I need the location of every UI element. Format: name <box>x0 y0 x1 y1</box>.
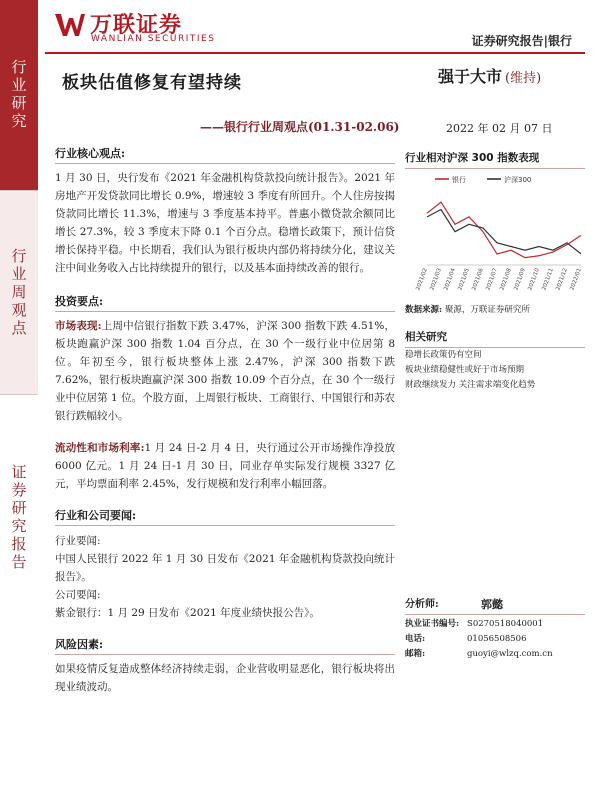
chart-title: 行业相对沪深 300 指数表现 <box>405 150 585 169</box>
analyst-license-value: S0270518040001 <box>467 619 544 629</box>
x-tick-label: 2021/09 <box>513 267 527 292</box>
news-heading: 行业和公司要闻: <box>55 507 395 526</box>
risk-heading: 风险因素: <box>55 636 395 655</box>
chart-source-text: 聚源，万联证券研究所 <box>444 305 530 315</box>
series-line <box>427 202 581 258</box>
x-tick-label: 2021/10 <box>527 267 541 292</box>
report-date: 2022 年 02 月 07 日 <box>446 122 553 135</box>
x-tick-label: 2021/08 <box>499 267 513 292</box>
side-column <box>405 150 585 393</box>
company-news-text: 紫金银行：1 月 29 日发布《2021 年度业绩快报公告》。 <box>55 607 320 619</box>
x-tick-label: 2021/02 <box>415 267 429 292</box>
market-label: 市场表现: <box>55 320 102 332</box>
x-tick-label: 2021/03 <box>429 267 443 292</box>
analyst-name-row <box>405 597 585 615</box>
analyst-label: 分析师: <box>405 599 439 610</box>
company-name: 万联证券 <box>90 13 183 38</box>
x-tick-label: 2021/12 <box>555 267 569 292</box>
wanlian-logo-icon <box>55 12 85 38</box>
core-view-heading: 行业核心观点: <box>55 145 395 164</box>
relative-performance-chart <box>405 169 585 299</box>
legend-label: 银行 <box>452 176 466 184</box>
related-research-item[interactable]: 财政继续发力 关注需求端变化趋势 <box>405 380 536 390</box>
legend-label: 沪深300 <box>504 176 532 184</box>
chart-svg <box>405 169 585 299</box>
analyst-info <box>405 597 585 662</box>
core-view-text: 1 月 30 日，央行发布《2021 年金融机构贷款投向统计报告》。2021 年房地产开发贷款同比增长 0.9%，增速较 3 季度有所回升。个人住房按揭贷款同比增长 11.3%，增速与 3 季度基本持平。普惠小微贷款余额同比增长 27.3%，较 3 季度末下降 0.1 个百分点。稳增长政策下，预计信贷增长保持平稳。中长期看，我们认为银行板块内部仍将持续分化，建议关注中间业务收入占比持续提升的银行，以及基本面持续改善的银行。 <box>55 172 395 274</box>
related-research-list <box>405 348 585 393</box>
industry-news-label: 行业要闻: <box>55 535 101 547</box>
report-title: 板块估值修复有望持续 <box>62 73 242 93</box>
side-bar <box>0 0 38 800</box>
market-text: 上周中信银行指数下跌 3.47%，沪深 300 指数下跌 4.51%，板块跑赢沪深 300 指数 1.04 百分点，在 30 个一级行业中位居第 8 位。年初至今，银行板块整体上涨 2.47%，沪深 300 指数下跌 7.62%，银行板块跑赢沪深 300 指数 10.09 个百分点，在 30 个一级行业中位居第 1 位。个股方面，上周银行板块、工商银行、中国银行和苏农银行跌幅较小。 <box>55 320 395 422</box>
analyst-phone-row <box>405 632 585 647</box>
x-tick-label: 2021/05 <box>457 267 471 292</box>
chart-source-label: 数据来源: <box>405 305 443 315</box>
chart-source <box>405 303 585 315</box>
side-tab-label: 行业研究 <box>9 59 28 131</box>
liquidity-label: 流动性和市场利率: <box>55 442 145 454</box>
analyst-name: 郭懿 <box>481 598 503 611</box>
rating-label: 强于大市 <box>438 67 503 86</box>
market-paragraph <box>55 317 395 425</box>
report-type: 证券研究报告|银行 <box>471 34 572 48</box>
liquidity-paragraph <box>55 439 395 493</box>
company-name-en: WANLIAN SECURITIES <box>91 34 216 44</box>
industry-news-text: 中国人民银行 2022 年 1 月 30 日发布《2021 年金融机构贷款投向统计报告》。 <box>55 553 395 583</box>
related-research-item[interactable]: 板块业绩稳健性或好于市场预期 <box>405 365 525 375</box>
rating <box>438 64 541 87</box>
x-tick-label: 2021/07 <box>485 267 499 292</box>
analyst-license-label: 执业证书编号: <box>405 619 460 629</box>
liquidity-text: 1 月 24 日-2 月 4 日，央行通过公开市场操作净投放 6000 亿元。1 月 24 日-1 月 30 日，同业存单实际发行规模 3327 亿元，平均票面利率 2.45%，发行规模和发行利率小幅回落。 <box>55 442 395 490</box>
rating-note: (维持) <box>505 71 542 86</box>
x-tick-label: 2021/06 <box>471 267 485 292</box>
analyst-phone-label: 电话: <box>405 634 426 644</box>
analyst-phone-value: 01056508506 <box>467 634 527 644</box>
related-research-heading: 相关研究 <box>405 329 585 348</box>
side-tab-weekly-view <box>0 190 38 395</box>
side-tab-label: 行业周观点 <box>9 247 28 338</box>
analyst-email-value[interactable]: guoyi@wlzq.com.cn <box>467 649 553 659</box>
x-tick-label: 2021/04 <box>443 267 457 292</box>
header-divider <box>45 52 585 54</box>
risk-text: 如果疫情反复造成整体经济持续走弱，企业营收明显恶化，银行板块将出现业绩波动。 <box>55 663 395 693</box>
company-news-label: 公司要闻: <box>55 589 101 601</box>
report-header <box>0 0 600 52</box>
x-tick-label: 2022/01 <box>569 267 583 292</box>
analyst-email-row <box>405 647 585 662</box>
report-subtitle: ——银行行业周观点(01.31-02.06) <box>200 120 400 134</box>
main-content <box>55 145 395 696</box>
side-tab-label: 证券研究报告 <box>9 463 28 572</box>
related-research-item[interactable]: 稳增长政策仍有空间 <box>405 350 482 360</box>
x-tick-label: 2021/11 <box>541 267 555 292</box>
analyst-license-row <box>405 617 585 632</box>
invest-heading: 投资要点: <box>55 293 395 312</box>
analyst-email-label: 邮箱: <box>405 649 426 659</box>
side-tab-securities-report <box>0 395 38 800</box>
